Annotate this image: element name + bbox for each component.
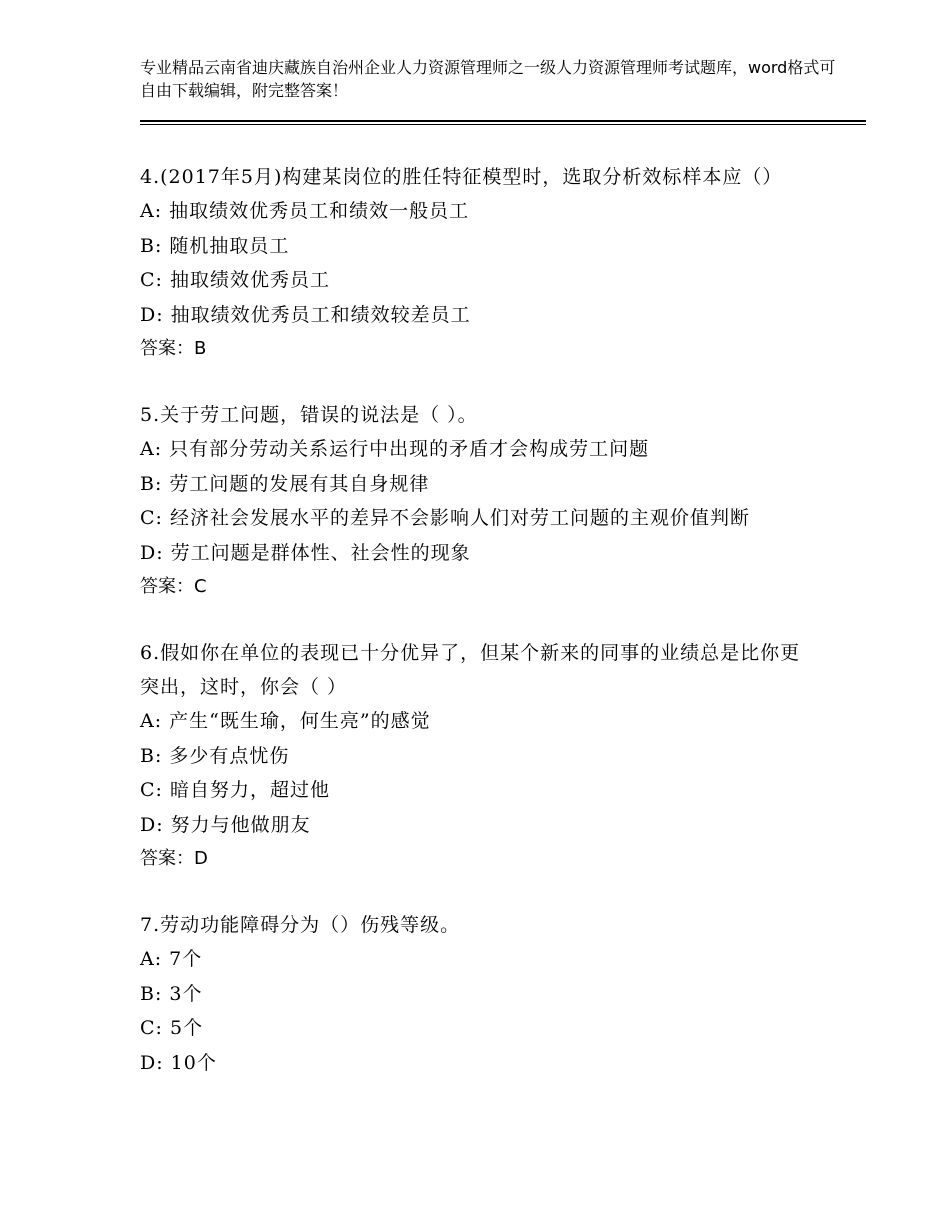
option-d: D: 努力与他做朋友 — [140, 813, 311, 836]
option-c: C: 抽取绩效优秀员工 — [140, 269, 330, 291]
question-6 — [140, 636, 820, 876]
option-b: B: 随机抽取员工 — [140, 234, 290, 257]
question-list — [140, 160, 820, 1080]
question-stem: 7.劳动功能障碍分为（）伤残等级。 — [140, 914, 461, 936]
option-a: A: 7个 — [140, 948, 203, 970]
document-header: 专业精品云南省迪庆藏族自治州企业人力资源管理师之一级人力资源管理师考试题库，word格式可自由下载编辑，附完整答案！ — [140, 58, 836, 100]
question-stem: 6.假如你在单位的表现已十分优异了，但某个新来的同事的业绩总是比你更突出，这时，你会（ ） — [140, 642, 801, 698]
option-d: D: 抽取绩效优秀员工和绩效较差员工 — [140, 303, 471, 326]
answer: 答案：D — [140, 848, 208, 869]
option-b: B: 劳工问题的发展有其自身规律 — [140, 472, 430, 495]
option-d: D: 劳工问题是群体性、社会性的现象 — [140, 541, 471, 564]
option-a: A: 产生“既生瑜，何生亮”的感觉 — [140, 710, 431, 732]
option-b: B: 多少有点忧伤 — [140, 744, 290, 767]
question-stem: 5.关于劳工问题，错误的说法是（ ）。 — [140, 404, 478, 426]
option-c: C: 暗自努力，超过他 — [140, 779, 330, 801]
option-b: B: 3个 — [140, 982, 203, 1005]
header-divider — [140, 120, 866, 122]
header-divider-thin — [140, 124, 866, 125]
option-a: A: 只有部分劳动关系运行中出现的矛盾才会构成劳工问题 — [140, 438, 650, 460]
option-c: C: 经济社会发展水平的差异不会影响人们对劳工问题的主观价值判断 — [140, 507, 750, 529]
answer: 答案：C — [140, 576, 207, 597]
question-4 — [140, 160, 820, 366]
answer: 答案：B — [140, 338, 207, 359]
question-5 — [140, 398, 820, 604]
option-a: A: 抽取绩效优秀员工和绩效一般员工 — [140, 200, 470, 222]
question-stem: 4.(2017年5月)构建某岗位的胜任特征模型时，选取分析效标样本应（） — [140, 166, 783, 188]
option-d: D: 10个 — [140, 1051, 217, 1074]
question-7 — [140, 908, 820, 1080]
option-c: C: 5个 — [140, 1017, 204, 1039]
